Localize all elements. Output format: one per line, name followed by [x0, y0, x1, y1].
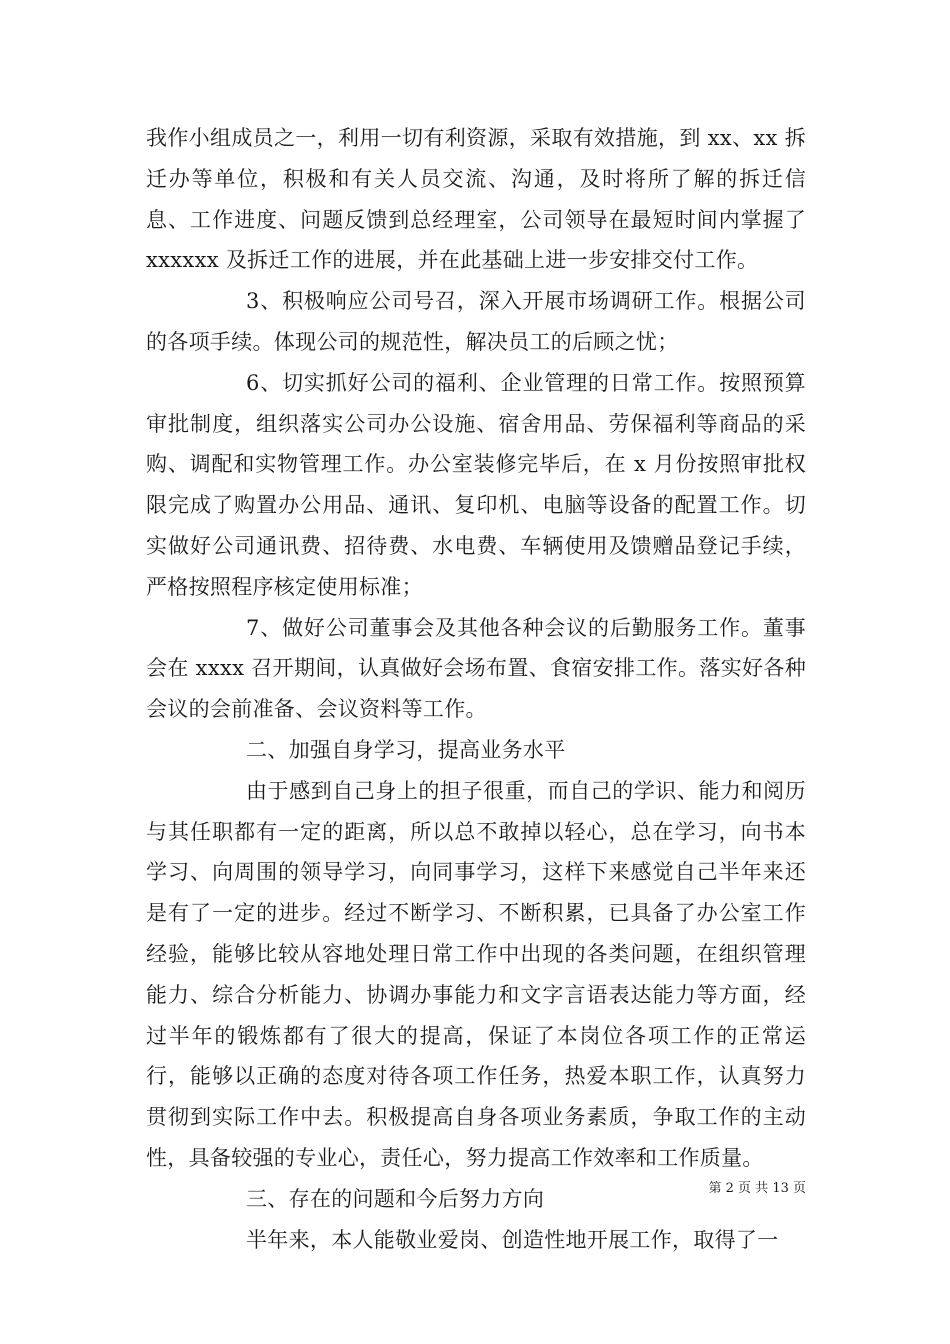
paragraph-6: 半年来，本人能敬业爱岗、创造性地开展工作，取得了一: [246, 1227, 779, 1252]
section-heading-3: 三、存在的问题和今后努力方向: [246, 1186, 545, 1211]
paragraph-2: 3、积极响应公司号召，深入开展市场调研工作。根据公司的各项手续。体现公司的规范性，解决员工的后顾之忧；: [146, 289, 806, 354]
page-number-footer: 第 2 页 共 13 页: [708, 1181, 806, 1196]
paragraph-1: 我作小组成员之一，利用一切有利资源，采取有效措施，到 xx、xx 拆迁办等单位，积极和有关人员交流、沟通，及时将所了解的拆迁信息、工作进度、问题反馈到总经理室，公司领导在最短时间内掌握了 xxxxxx 及拆迁工作的进展，并在此基础上进一步安排交付工作。: [146, 126, 806, 273]
section-heading-2: 二、加强自身学习，提高业务水平: [246, 737, 566, 762]
paragraph-3: 6、切实抓好公司的福利、企业管理的日常工作。按照预算审批制度，组织落实公司办公设施、宿舍用品、劳保福利等商品的采购、调配和实物管理工作。办公室装修完毕后，在 x 月份按照审批权限完成了购置办公用品、通讯、复印机、电脑等设备的配置工作。切实做好公司通讯费、招待费、水电费、车辆使用及馈赠品登记手续，严格按照程序核定使用标准；: [146, 370, 806, 599]
paragraph-4: 7、做好公司董事会及其他各种会议的后勤服务工作。董事会在 xxxx 召开期间，认真做好会场布置、食宿安排工作。落实好各种会议的会前准备、会议资料等工作。: [146, 615, 806, 722]
body-text: [146, 118, 806, 1260]
paragraph-5: 由于感到自己身上的担子很重，而自己的学识、能力和阅历与其任职都有一定的距离，所以总不敢掉以轻心，总在学习，向书本学习、向周围的领导学习，向同事学习，这样下来感觉自己半年来还是有了一定的进步。经过不断学习、不断积累，已具备了办公室工作经验，能够比较从容地处理日常工作中出现的各类问题，在组织管理能力、综合分析能力、协调办事能力和文字言语表达能力等方面，经过半年的锻炼都有了很大的提高，保证了本岗位各项工作的正常运行，能够以正确的态度对待各项工作任务，热爱本职工作，认真努力贯彻到实际工作中去。积极提高自身各项业务素质，争取工作的主动性，具备较强的专业心，责任心，努力提高工作效率和工作质量。: [146, 778, 806, 1170]
